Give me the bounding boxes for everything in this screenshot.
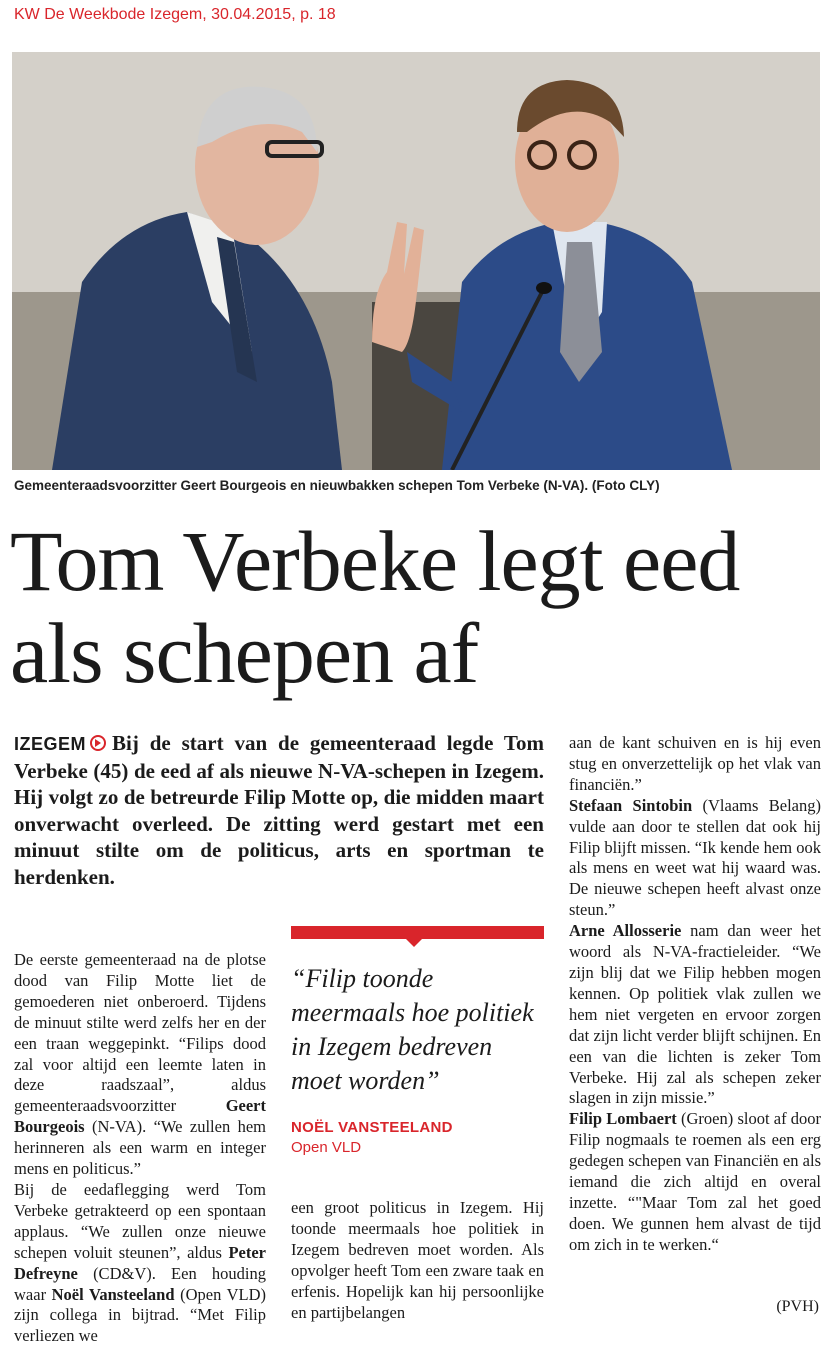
- column2-text: een groot politicus in Izegem. Hij toonde meermaals hoe politiek in Izegem bedreven moet worden. Als opvolger heeft Tom een zware taak en erfenis. Hopelijk kan hij persoonlijke en partijbelangen: [291, 1198, 544, 1322]
- column3-paragraph-4: [569, 1109, 821, 1255]
- column1-text: De eerste gemeenteraad na de plotse dood van Filip Motte liet de gemoederen niet onberoerd. Tijdens de minuut stilte werd zelfs her en der een traan weggepinkt. “Filips dood zal voor altijd een leemte laten in deze raadszaal”, aldus gemeenteraadsvoorzitter: [14, 950, 266, 1116]
- dateline: IZEGEM: [14, 734, 87, 754]
- headline: Tom Verbeke legt eed als schepen af: [10, 513, 740, 701]
- lead-text: Bij de start van de gemeenteraad legde Tom Verbeke (45) de eed af als nieuwe N-VA-schepen in Izegem. Hij volgt zo de betreurde Filip Motte op, die midden maart onverwacht overleed. De zitting werd gestart met een minuut stilte om de politicus, arts en sportman te herdenken.: [14, 731, 544, 889]
- column3-text: nam dan weer het woord als N-VA-fractieleider. “We zijn blij dat we Filip hebben mogen kennen. Op politiek vlak zullen we hem niet vergeten en ervoor zorgen dat zijn licht verder blijft schijnen. En een van die lichten is zeker Tom Verbeke. Hij zal als schepen zeker slagen in zijn missie.”: [569, 921, 821, 1108]
- column1-paragraph-2: [14, 1180, 266, 1347]
- pull-quote-bar: [291, 926, 544, 939]
- column1-text: (N-VA). “We zullen hem herinneren als een warm en integer mens en politicus.”: [14, 1117, 266, 1179]
- person-name: Geert Bourgeois: [14, 1096, 266, 1137]
- pull-quote-text: “Filip toonde meermaals hoe politiek in Izegem bedreven moet worden”: [291, 964, 534, 1095]
- column3-paragraph-2: [569, 796, 821, 921]
- person-name: Stefaan Sintobin: [569, 795, 693, 815]
- pull-quote-name: NOËL VANSTEELAND: [291, 1119, 453, 1136]
- column3-paragraph-1: aan de kant schuiven en is hij even stug en onverzettelijk op het vlak van financiën.”: [569, 733, 821, 794]
- arrow-icon: [90, 735, 106, 751]
- article-column-1: [14, 950, 266, 1347]
- article-column-2: [291, 1198, 544, 1323]
- person-name: Peter Defreyne: [14, 1242, 266, 1283]
- photo-caption: Gemeenteraadsvoorzitter Geert Bourgeois en nieuwbakken schepen Tom Verbeke (N-VA). (Foto CLY): [14, 478, 660, 493]
- column1-paragraph-1: [14, 950, 266, 1180]
- column3-paragraph-3: [569, 921, 821, 1109]
- column1-text: Bij de eedaflegging werd Tom Verbeke getrakteerd op een spontaan applaus. “We zullen onze nieuwe schepen voluit steunen”, aldus: [14, 1179, 266, 1262]
- source-line: KW De Weekbode Izegem, 30.04.2015, p. 18: [14, 6, 336, 23]
- author-signature: (PVH): [776, 1298, 819, 1315]
- lead-paragraph: [14, 730, 544, 890]
- article-column-3: [569, 733, 821, 1256]
- column3-text: (Vlaams Belang) vulde aan door te stellen dat ook hij Filip blijft missen. “Ik kende hem ook als mens en weet wat hij waard was. De nieuwe schepen heeft alvast onze steun.”: [569, 795, 821, 920]
- person-name: Filip Lombaert: [569, 1109, 677, 1129]
- column1-text: (CD&V). Een houding waar: [14, 1263, 267, 1304]
- column3-text: (Groen) sloot af door Filip nogmaals te roemen als een erg gedegen schepen van Financiën en als iemand die zich altijd en overal inzette. “"Maar Tom zal het goed doen. We gunnen hem alvast de tijd om zich in te werken.“: [569, 1109, 822, 1254]
- article-photo: [12, 52, 820, 470]
- person-name: Noël Vansteeland: [51, 1284, 175, 1304]
- pull-quote-party: Open VLD: [291, 1139, 362, 1156]
- person-name: Arne Allosserie: [569, 921, 682, 941]
- pull-quote-notch: [406, 939, 422, 947]
- column1-text: (Open VLD) zijn collega in bijtrad. “Met Filip verliezen we: [14, 1284, 267, 1346]
